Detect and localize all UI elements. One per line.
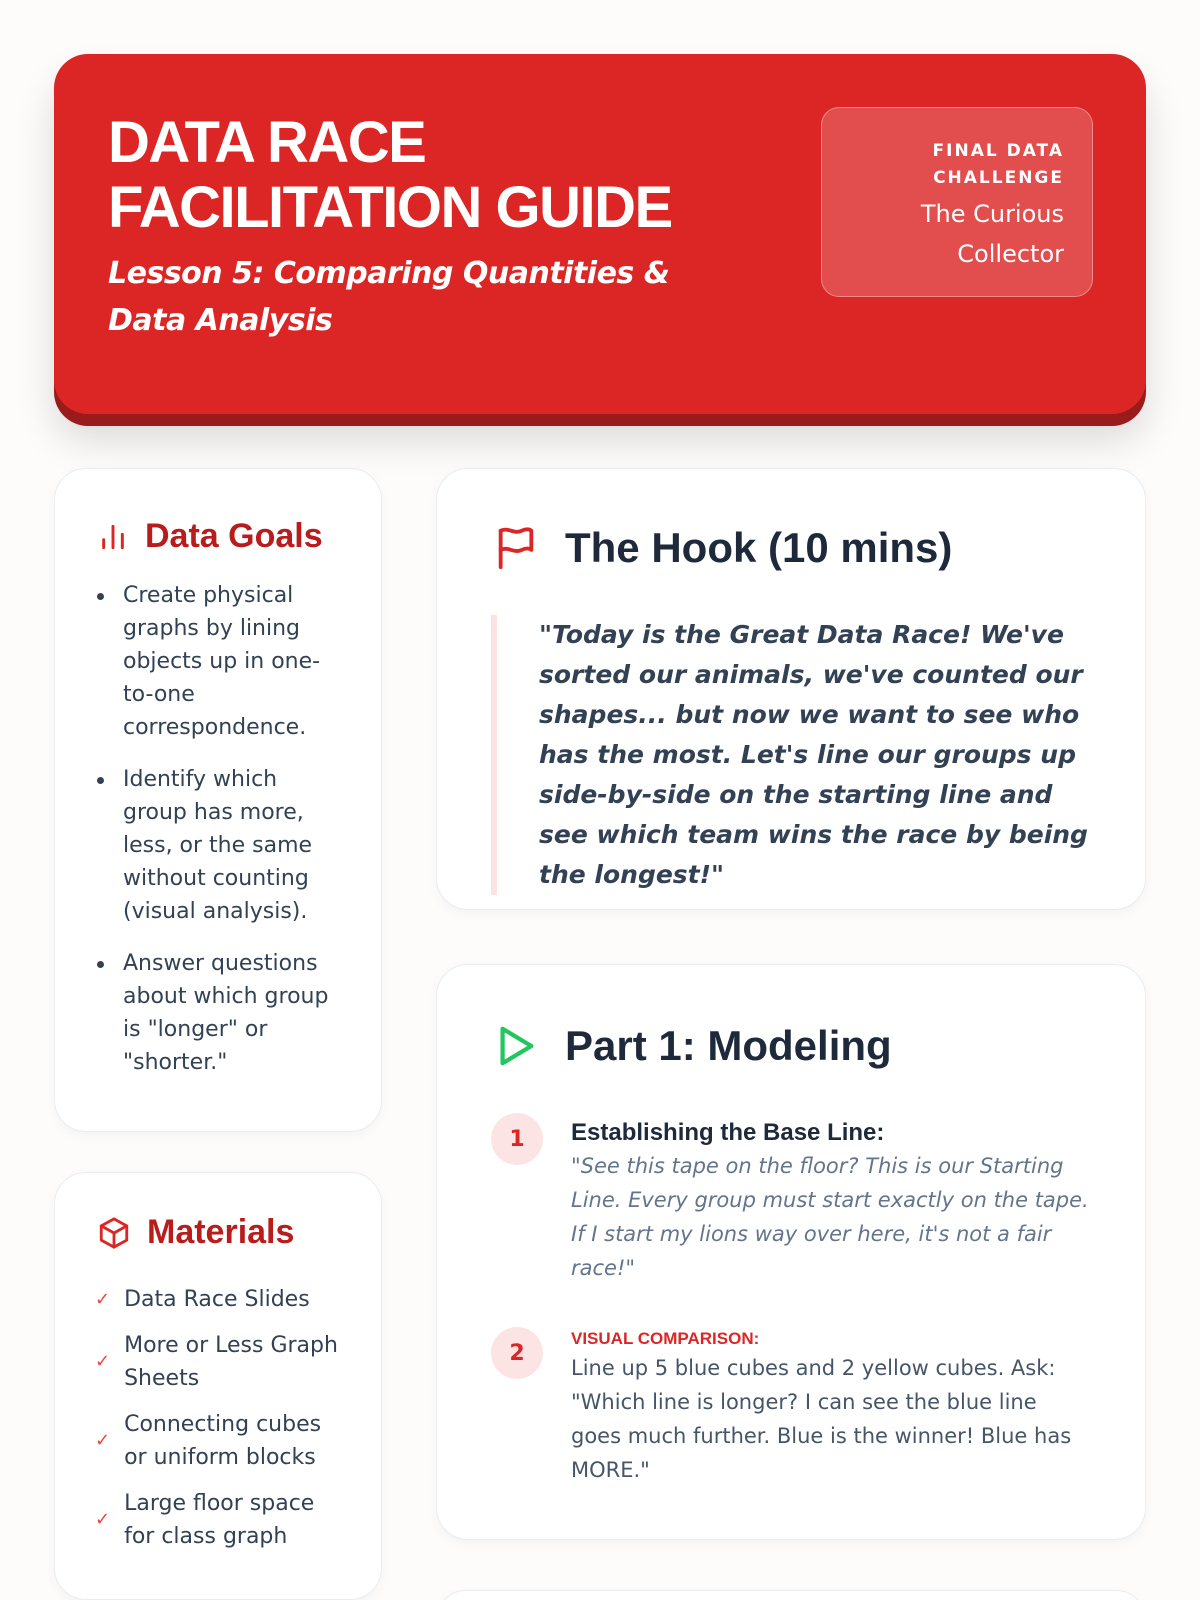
data-goals-list [95,579,347,1098]
list-item: Create physical graphs by lining objects up in one-to-one correspondence. [95,579,347,744]
step-text: Line up 5 blue cubes and 2 yellow cubes. Ask: "Which line is longer? I can see the blue line goes much further. Blue is the winner! Blue has MORE." [571,1356,1072,1482]
page-title [108,110,768,240]
list-item [95,1329,345,1395]
check-icon: ✓ [95,1509,111,1530]
materials-heading [97,1213,294,1252]
step-body [571,1327,1091,1487]
materials-list [95,1283,345,1566]
list-item [95,1283,345,1316]
step-number: 1 [491,1113,543,1165]
data-goals-heading [97,517,323,556]
material-label: Large floor space for class graph [124,1491,315,1549]
list-item: Identify which group has more, less, or the same without counting (visual analysis). [95,763,347,928]
hook-card [436,468,1146,910]
step-title: Establishing the Base Line: [571,1119,885,1146]
modeling-card [436,964,1146,1540]
title-line-1: DATA RACE [108,110,426,175]
bar-chart-icon [97,521,129,553]
modeling-title: Part 1: Modeling [565,1022,892,1069]
list-item [95,1487,345,1553]
check-icon: ✓ [95,1288,111,1310]
play-icon [493,1021,539,1071]
list-item: Answer questions about which group is "longer" or "shorter." [95,947,347,1079]
step-number: 2 [491,1327,543,1379]
data-goals-card [54,468,382,1132]
step-body [571,1113,1091,1285]
material-label: Connecting cubes or uniform blocks [124,1412,322,1470]
hook-heading [493,523,952,573]
guide-header [54,54,1146,414]
list-item [95,1408,345,1474]
title-line-2: FACILITATION GUIDE [108,175,672,240]
check-icon: ✓ [95,1430,111,1451]
badge-value: The Curious Collector [920,200,1064,268]
material-label: More or Less Graph Sheets [124,1333,338,1391]
lesson-subtitle: Lesson 5: Comparing Quantities & Data Analysis [108,256,670,338]
modeling-heading [493,1021,892,1071]
flag-icon [493,523,539,573]
hook-quote: "Today is the Great Data Race! We've sorted our animals, we've counted our shapes... but now we want to see who has the most. Let's line our groups up side-by-side on the starting line and see which team wins the race by being the longest!" [491,615,1091,895]
next-section-card [436,1590,1146,1600]
hook-title: The Hook (10 mins) [565,524,953,571]
challenge-badge [821,107,1093,297]
materials-title: Materials [147,1213,295,1251]
modeling-step-2 [491,1327,1091,1487]
materials-card [54,1172,382,1600]
step-label: VISUAL COMPARISON: [571,1329,760,1348]
modeling-step-1 [491,1113,1091,1285]
box-icon [97,1216,131,1250]
badge-label: FINAL DATA CHALLENGE [932,141,1064,188]
check-icon: ✓ [95,1351,111,1372]
material-label: Data Race Slides [124,1287,310,1312]
data-goals-title: Data Goals [145,517,323,555]
step-text: "See this tape on the floor? This is our Starting Line. Every group must start exactly on the tape. If I start my lions way over here, it's not a fair race!" [571,1154,1089,1280]
